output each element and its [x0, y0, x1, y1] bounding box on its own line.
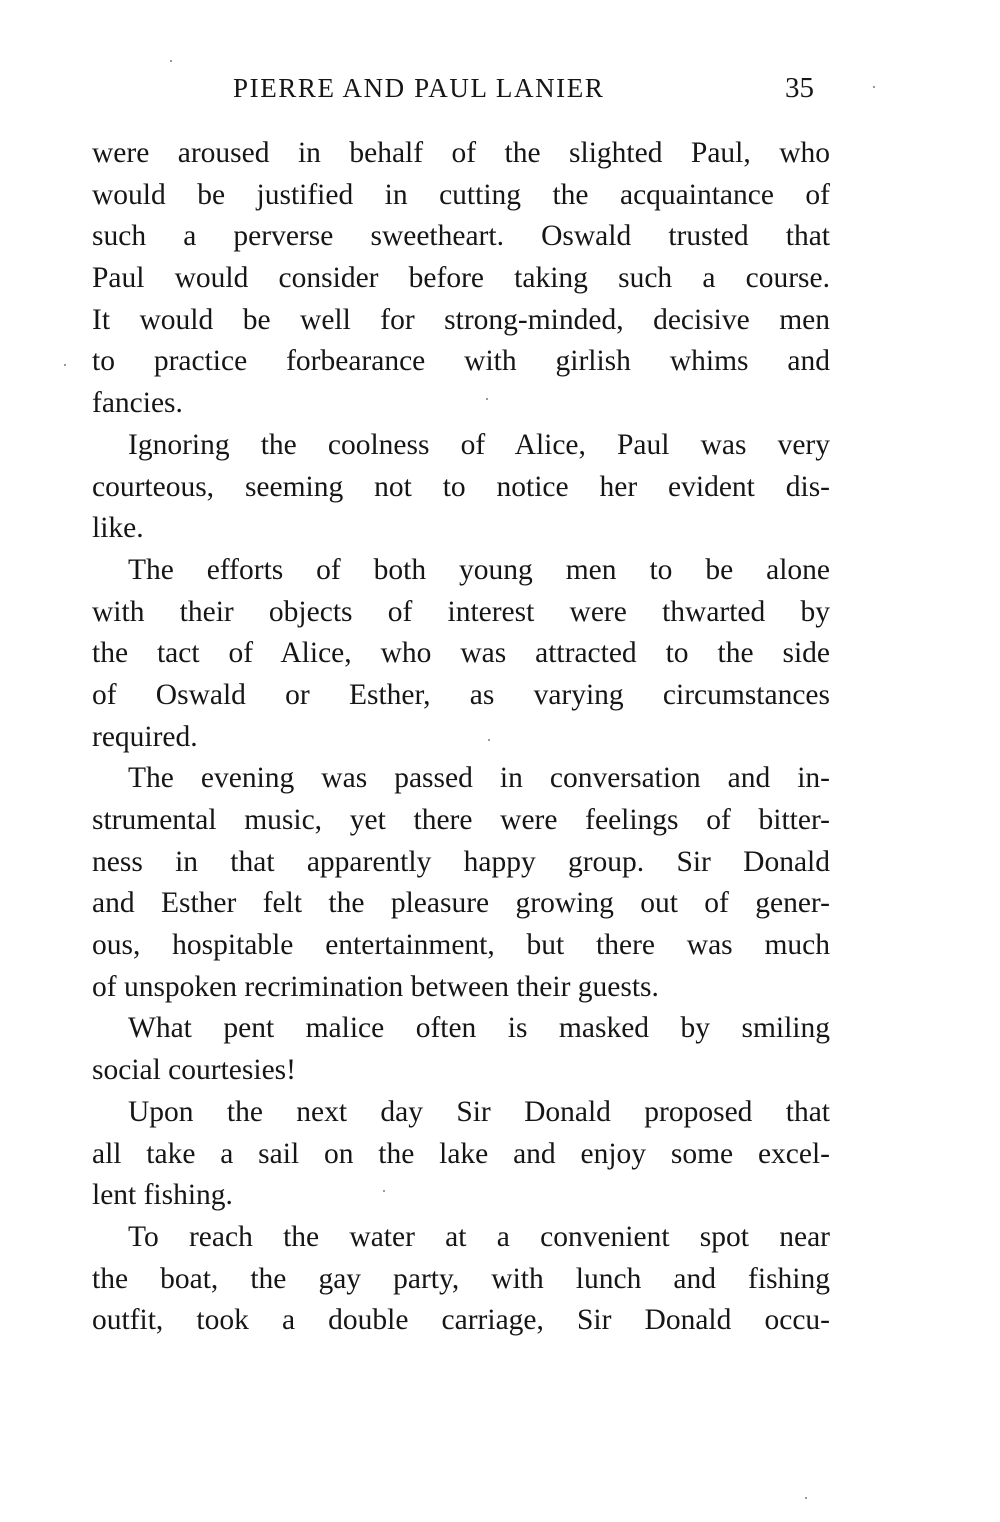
text-line: Upon the next day Sir Donald proposed that: [128, 1095, 830, 1128]
text-line: outfit, took a double carriage, Sir Donald occu-: [92, 1304, 830, 1337]
text-line: the tact of Alice, who was attracted to the side: [92, 637, 830, 670]
text-line: were aroused in behalf of the slighted Paul, who: [92, 137, 830, 169]
scan-speck: [486, 398, 488, 400]
text-line: and Esther felt the pleasure growing out of gener-: [92, 887, 830, 920]
text-line: of Oswald or Esther, as varying circumstances: [92, 678, 830, 711]
text-line: the boat, the gay party, with lunch and fishing: [92, 1262, 830, 1295]
text-line: such a perverse sweetheart. Oswald trusted that: [92, 220, 830, 253]
text-line: The efforts of both young men to be alone: [128, 553, 830, 586]
text-line: social courtesies!: [92, 1054, 296, 1087]
text-line: all take a sail on the lake and enjoy some excel-: [92, 1137, 830, 1170]
text-line: strumental music, yet there were feelings of bitter-: [92, 804, 830, 836]
text-line: lent fishing.: [92, 1179, 233, 1212]
text-line: to practice forbearance with girlish whims and: [92, 345, 830, 378]
text-line: It would be well for strong-minded, decisive men: [92, 303, 830, 336]
text-line: ness in that apparently happy group. Sir Donald: [92, 845, 830, 878]
running-title: PIERRE AND PAUL LANIER: [233, 73, 605, 103]
text-line: fancies.: [92, 387, 183, 420]
body-text: [92, 133, 830, 1342]
text-line: would be justified in cutting the acquaintance of: [92, 178, 830, 211]
text-line: What pent malice often is masked by smiling: [128, 1012, 830, 1045]
page-number: 35: [785, 72, 814, 104]
scan-speck: [805, 1497, 807, 1499]
text-line: Ignoring the coolness of Alice, Paul was very: [128, 428, 830, 461]
text-line: like.: [92, 512, 144, 545]
scan-speck: [873, 86, 875, 88]
text-line: of unspoken recrimination between their guests.: [92, 970, 659, 1003]
text-line: To reach the water at a convenient spot near: [128, 1220, 830, 1253]
scan-speck: [488, 739, 490, 741]
scan-speck: [170, 60, 172, 62]
scan-speck: [383, 1190, 385, 1192]
text-line: required.: [92, 720, 198, 753]
text-line: The evening was passed in conversation and in-: [128, 762, 830, 795]
text-line: Paul would consider before taking such a course.: [92, 262, 830, 295]
text-line: with their objects of interest were thwarted by: [92, 595, 830, 628]
text-line: courteous, seeming not to notice her evident dis-: [92, 470, 830, 503]
scan-speck: [64, 364, 66, 366]
text-line: ous, hospitable entertainment, but there was much: [92, 929, 830, 962]
